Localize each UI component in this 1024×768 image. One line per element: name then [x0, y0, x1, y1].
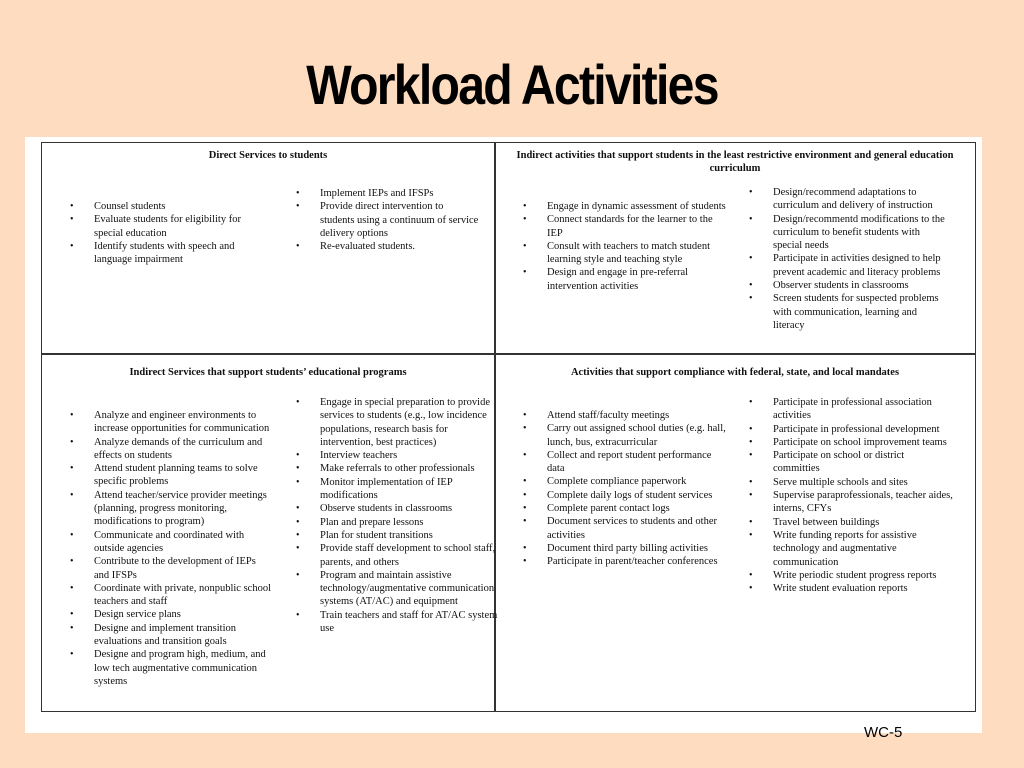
- list-item: • Write student evaluation reports: [773, 582, 953, 595]
- scanned-document: [25, 137, 982, 733]
- compliance-list-right: [745, 396, 953, 595]
- direct-services-list-right: [292, 187, 480, 253]
- indirect-activities-list-left: [519, 200, 727, 293]
- list-item: • Observer students in classrooms: [773, 279, 951, 292]
- list-item: • Supervise paraprofessionals, teacher aides, interns, CFYs: [773, 489, 953, 516]
- list-item: • Analyze demands of the curriculum and effects on students: [94, 436, 272, 463]
- list-item: • Complete compliance paperwork: [547, 475, 727, 488]
- list-item: • Engage in dynamic assessment of students: [547, 200, 727, 213]
- list-item: • Design service plans: [94, 608, 272, 621]
- activities-table: [41, 142, 976, 712]
- list-item: • Design/recommentd modifications to the curriculum to benefit students with special needs: [773, 213, 951, 253]
- list-item: • Connect standards for the learner to the IEP: [547, 213, 727, 240]
- slide-number: WC-5: [864, 724, 903, 741]
- list-item: • Evaluate students for eligibility for special education: [94, 213, 264, 240]
- compliance-list-left: [519, 409, 727, 569]
- list-item: • Implement IEPs and IFSPs: [320, 187, 480, 200]
- list-item: • Screen students for suspected problems with communication, learning and literacy: [773, 292, 951, 332]
- list-item: • Monitor implementation of IEP modifications: [320, 476, 502, 503]
- list-item: • Write funding reports for assistive technology and augmentative communication: [773, 529, 953, 569]
- direct-services-heading: Direct Services to students: [208, 150, 328, 161]
- table-divider-horizontal: [42, 353, 975, 355]
- list-item: • Participate on school improvement teams: [773, 436, 953, 449]
- indirect-services-list-right: [292, 396, 502, 635]
- list-item: • Attend teacher/service provider meetings (planning, progress monitoring, modifications to program): [94, 489, 272, 529]
- list-item: • Write periodic student progress reports: [773, 569, 953, 582]
- indirect-activities-list-right: [745, 186, 951, 332]
- list-item: • Engage in special preparation to provide services to students (e.g., low incidence populations, research basis for intervention, best practices): [320, 396, 502, 449]
- direct-services-list-left: [66, 200, 264, 266]
- list-item: • Communicate and coordinated with outside agencies: [94, 529, 272, 556]
- list-item: • Program and maintain assistive technology/augmentative communication systems (AT/AC) and equipment: [320, 569, 502, 609]
- indirect-activities-heading: Indirect activities that support students in the least restrictive environment and general education curriculum: [516, 150, 954, 174]
- list-item: • Plan and prepare lessons: [320, 516, 502, 529]
- list-item: • Document third party billing activities: [547, 542, 727, 555]
- list-item: • Analyze and engineer environments to increase opportunities for communication: [94, 409, 272, 436]
- list-item: • Participate in professional development: [773, 423, 953, 436]
- list-item: • Design/recommend adaptations to curriculum and delivery of instruction: [773, 186, 951, 213]
- compliance-heading: Activities that support compliance with federal, state, and local mandates: [570, 367, 900, 378]
- list-item: • Counsel students: [94, 200, 264, 213]
- list-item: • Plan for student transitions: [320, 529, 502, 542]
- list-item: • Participate on school or district committies: [773, 449, 953, 476]
- list-item: • Participate in professional association activities: [773, 396, 953, 423]
- list-item: • Travel between buildings: [773, 516, 953, 529]
- list-item: • Document services to students and other activities: [547, 515, 727, 542]
- list-item: • Contribute to the development of IEPs and IFSPs: [94, 555, 272, 582]
- list-item: • Designe and implement transition evaluations and transition goals: [94, 622, 272, 649]
- list-item: • Participate in activities designed to help prevent academic and literacy problems: [773, 252, 951, 279]
- list-item: • Identify students with speech and language impairment: [94, 240, 264, 267]
- list-item: • Complete daily logs of student services: [547, 489, 727, 502]
- list-item: • Coordinate with private, nonpublic school teachers and staff: [94, 582, 272, 609]
- list-item: • Provide direct intervention to students using a continuum of service delivery options: [320, 200, 480, 240]
- list-item: • Carry out assigned school duties (e.g. hall, lunch, bus, extracurricular: [547, 422, 727, 449]
- list-item: • Observe students in classrooms: [320, 502, 502, 515]
- list-item: • Attend student planning teams to solve specific problems: [94, 462, 272, 489]
- list-item: • Design and engage in pre-referral intervention activities: [547, 266, 727, 293]
- slide-title: Workload Activities: [306, 53, 718, 116]
- list-item: • Provide staff development to school staff, parents, and others: [320, 542, 502, 569]
- list-item: • Train teachers and staff for AT/AC system use: [320, 609, 502, 636]
- list-item: • Consult with teachers to match student learning style and teaching style: [547, 240, 727, 267]
- list-item: • Attend staff/faculty meetings: [547, 409, 727, 422]
- indirect-services-list-left: [66, 409, 272, 688]
- list-item: • Re-evaluated students.: [320, 240, 480, 253]
- list-item: • Serve multiple schools and sites: [773, 476, 953, 489]
- list-item: • Complete parent contact logs: [547, 502, 727, 515]
- indirect-services-heading: Indirect Services that support students’ educational programs: [129, 367, 407, 378]
- list-item: • Make referrals to other professionals: [320, 462, 502, 475]
- list-item: • Collect and report student performance data: [547, 449, 727, 476]
- list-item: • Designe and program high, medium, and low tech augmentative communication systems: [94, 648, 272, 688]
- list-item: • Interview teachers: [320, 449, 502, 462]
- list-item: • Participate in parent/teacher conferences: [547, 555, 727, 568]
